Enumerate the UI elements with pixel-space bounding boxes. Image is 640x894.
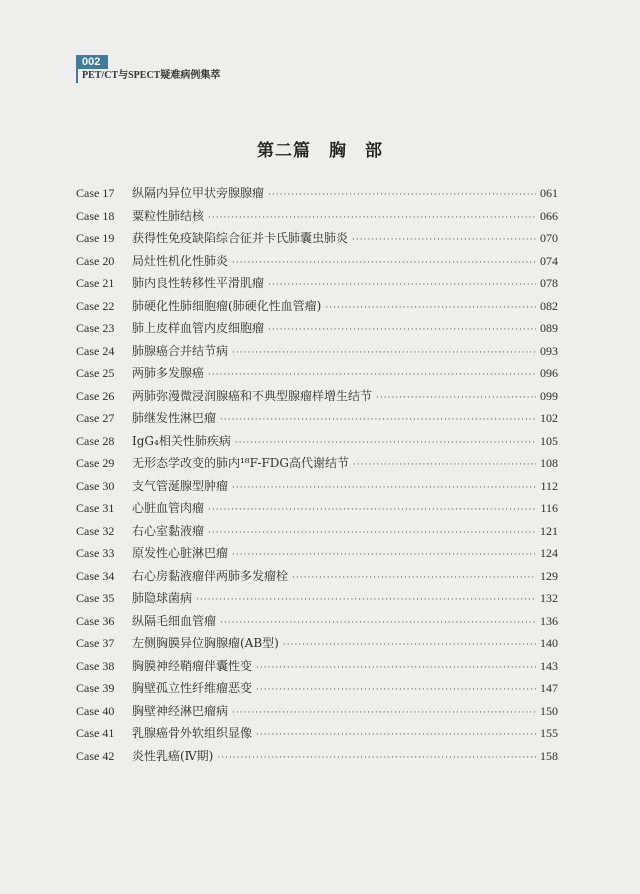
toc-entry[interactable]: [76, 317, 558, 340]
case-title: 肺腺癌合并结节病: [132, 343, 229, 358]
case-number: Case 36: [76, 613, 115, 628]
dot-leader: [220, 409, 536, 432]
page-reference: 082: [540, 298, 558, 313]
case-title: 肺硬化性肺细胞瘤(肺硬化性血管瘤): [132, 298, 322, 313]
page-reference: 108: [540, 456, 558, 470]
page-reference: 089: [540, 321, 558, 335]
toc-entry[interactable]: [76, 430, 558, 453]
page-reference: 124: [540, 546, 558, 560]
case-number: Case 20: [76, 253, 115, 268]
toc-entry[interactable]: [76, 722, 558, 745]
page-reference: 158: [540, 748, 558, 763]
dot-leader: [232, 702, 536, 725]
dot-leader: [217, 747, 536, 770]
case-title: 纵隔内异位甲状旁腺腺瘤: [132, 186, 265, 200]
case-title: IgG₄相关性肺疾病: [132, 433, 231, 448]
case-number: Case 17: [76, 186, 115, 200]
dot-leader: [268, 319, 536, 342]
toc-entry[interactable]: [76, 475, 558, 498]
case-title: 两肺多发腺癌: [132, 366, 205, 380]
case-title: 右心房黏液瘤伴两肺多发瘤栓: [132, 568, 289, 583]
case-number: Case 23: [76, 321, 115, 335]
toc-entry[interactable]: [76, 632, 558, 655]
case-number: Case 39: [76, 681, 115, 695]
toc-entry[interactable]: [76, 700, 558, 723]
dot-leader: [232, 477, 536, 500]
case-number: Case 28: [76, 433, 115, 448]
toc-entry[interactable]: [76, 655, 558, 678]
case-number: Case 38: [76, 658, 115, 673]
case-number: Case 33: [76, 546, 115, 560]
dot-leader: [196, 589, 536, 612]
case-title: 左侧胸膜异位胸腺瘤(AB型): [132, 636, 279, 650]
dot-leader: [352, 229, 536, 252]
case-number: Case 22: [76, 298, 115, 313]
toc-entry[interactable]: [76, 182, 558, 205]
page-reference: 066: [540, 208, 558, 223]
dot-leader: [376, 387, 536, 410]
page-reference: 132: [540, 591, 558, 605]
dot-leader: [232, 544, 536, 567]
toc-entry[interactable]: [76, 205, 558, 228]
dot-leader: [256, 724, 536, 747]
page-reference: 061: [540, 186, 558, 200]
case-title: 支气管涎腺型肿瘤: [132, 478, 229, 493]
page-reference: 147: [540, 681, 558, 695]
case-number: Case 41: [76, 726, 115, 740]
toc-entry[interactable]: [76, 250, 558, 273]
page-reference: 096: [540, 366, 558, 380]
case-title: 乳腺癌骨外软组织显像: [132, 726, 253, 740]
toc-entry[interactable]: [76, 497, 558, 520]
toc-entry[interactable]: [76, 745, 558, 768]
dot-leader: [256, 679, 536, 702]
case-number: Case 19: [76, 231, 115, 245]
dot-leader: [268, 274, 536, 297]
case-number: Case 32: [76, 523, 115, 538]
dot-leader: [268, 184, 536, 207]
dot-leader: [220, 612, 536, 635]
toc-entry[interactable]: [76, 542, 558, 565]
case-title: 肺隐球菌病: [132, 591, 193, 605]
case-number: Case 40: [76, 703, 115, 718]
toc-entry[interactable]: [76, 677, 558, 700]
toc-entry[interactable]: [76, 272, 558, 295]
case-number: Case 27: [76, 411, 115, 425]
toc-entry[interactable]: [76, 565, 558, 588]
dot-leader: [283, 634, 536, 657]
dot-leader: [232, 252, 536, 275]
case-title: 心脏血管肉瘤: [132, 501, 205, 515]
page-reference: 143: [540, 658, 558, 673]
page-reference: 136: [540, 613, 558, 628]
case-number: Case 21: [76, 276, 115, 290]
case-number: Case 24: [76, 343, 115, 358]
case-number: Case 34: [76, 568, 115, 583]
case-title: 无形态学改变的肺内¹⁸F-FDG高代谢结节: [132, 456, 349, 470]
case-number: Case 35: [76, 591, 115, 605]
page-reference: 121: [540, 523, 558, 538]
toc-entry[interactable]: [76, 340, 558, 363]
case-title: 肺上皮样血管内皮细胞瘤: [132, 321, 265, 335]
case-number: Case 42: [76, 748, 115, 763]
page-reference: 150: [540, 703, 558, 718]
dot-leader: [256, 657, 536, 680]
case-title: 胸壁神经淋巴瘤病: [132, 703, 229, 718]
page-number: 002: [76, 55, 108, 69]
page-reference: 140: [540, 636, 558, 650]
case-number: Case 31: [76, 501, 115, 515]
dot-leader: [208, 522, 536, 545]
toc-entry[interactable]: [76, 385, 558, 408]
table-of-contents: [76, 182, 558, 767]
toc-entry[interactable]: [76, 520, 558, 543]
page-reference: 129: [540, 568, 558, 583]
dot-leader: [208, 207, 536, 230]
case-title: 胸壁孤立性纤维瘤恶变: [132, 681, 253, 695]
page-reference: 093: [540, 343, 558, 358]
case-title: 获得性免疫缺陷综合征并卡氏肺囊虫肺炎: [132, 231, 349, 245]
dot-leader: [208, 364, 536, 387]
toc-entry[interactable]: [76, 587, 558, 610]
book-title: PET/CT与SPECT疑难病例集萃: [82, 70, 221, 81]
case-title: 肺继发性淋巴瘤: [132, 411, 217, 425]
dot-leader: [325, 297, 536, 320]
case-number: Case 29: [76, 456, 115, 470]
case-number: Case 18: [76, 208, 115, 223]
toc-entry[interactable]: [76, 407, 558, 430]
case-title: 胸膜神经鞘瘤伴囊性变: [132, 658, 253, 673]
page-reference: 099: [540, 388, 558, 403]
page-reference: 105: [540, 433, 558, 448]
case-title: 肺内良性转移性平滑肌瘤: [132, 276, 265, 290]
case-number: Case 26: [76, 388, 115, 403]
toc-entry[interactable]: [76, 362, 558, 385]
case-title: 局灶性机化性肺炎: [132, 253, 229, 268]
case-number: Case 30: [76, 478, 115, 493]
case-title: 两肺弥漫微浸润腺癌和不典型腺瘤样增生结节: [132, 388, 373, 403]
part-title: 第二篇 胸 部: [257, 141, 383, 161]
dot-leader: [353, 454, 536, 477]
page-reference: 102: [540, 411, 558, 425]
case-title: 粟粒性肺结核: [132, 208, 205, 223]
toc-entry[interactable]: [76, 610, 558, 633]
case-title: 纵隔毛细血管瘤: [132, 613, 217, 628]
toc-entry[interactable]: [76, 452, 558, 475]
toc-entry[interactable]: [76, 227, 558, 250]
page-reference: 070: [540, 231, 558, 245]
case-title: 右心室黏液瘤: [132, 523, 205, 538]
dot-leader: [208, 499, 536, 522]
dot-leader: [292, 567, 536, 590]
page-reference: 078: [540, 276, 558, 290]
dot-leader: [235, 432, 536, 455]
case-title: 原发性心脏淋巴瘤: [132, 546, 229, 560]
page-reference: 112: [540, 478, 558, 493]
case-number: Case 37: [76, 636, 115, 650]
page-reference: 155: [540, 726, 558, 740]
case-title: 炎性乳癌(Ⅳ期): [132, 748, 214, 763]
dot-leader: [232, 342, 536, 365]
toc-entry[interactable]: [76, 295, 558, 318]
page-reference: 074: [540, 253, 558, 268]
case-number: Case 25: [76, 366, 115, 380]
page-reference: 116: [540, 501, 558, 515]
